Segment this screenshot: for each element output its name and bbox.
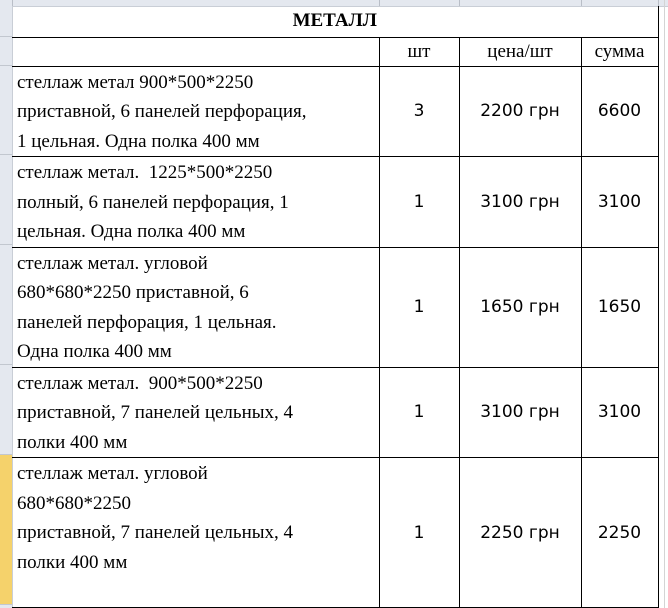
unit-price-cell[interactable]: 1650 грн xyxy=(459,247,581,367)
row-header-selected[interactable] xyxy=(0,455,12,605)
qty-cell[interactable]: 3 xyxy=(379,66,459,157)
total-cell[interactable]: 6600 xyxy=(581,66,658,157)
total-cell[interactable]: 3100 xyxy=(581,367,658,458)
table-row xyxy=(12,367,658,458)
row-header[interactable] xyxy=(0,365,12,455)
description-line: приставной, 6 панелей перфорация, xyxy=(17,101,307,122)
unit-price-cell[interactable]: 2200 грн xyxy=(459,66,581,157)
table-row xyxy=(12,66,658,157)
unit-price-cell[interactable]: 3100 грн xyxy=(459,367,581,458)
row-header[interactable] xyxy=(0,155,12,245)
qty-cell[interactable]: 1 xyxy=(379,157,459,248)
header-unit-price[interactable]: цена/шт xyxy=(459,37,581,66)
unit-price-cell[interactable]: 3100 грн xyxy=(459,157,581,248)
unit-price-cell[interactable]: 2250 грн xyxy=(459,458,581,608)
description-line: стеллаж метал. 1225*500*2250 xyxy=(17,162,273,183)
description-line: стеллаж метал. угловой xyxy=(17,463,208,484)
total-cell[interactable]: 1650 xyxy=(581,247,658,367)
description-line: 680*680*2250 xyxy=(17,492,131,514)
qty-cell[interactable]: 1 xyxy=(379,367,459,458)
description-line: стеллаж метал. 900*500*2250 xyxy=(17,372,263,394)
title-row xyxy=(12,6,658,37)
description-line: полный, 6 панелей перфорация, 1 xyxy=(17,191,289,213)
description-cell[interactable] xyxy=(12,66,379,157)
table-row xyxy=(12,157,658,248)
gridline xyxy=(664,0,665,608)
row-header[interactable] xyxy=(0,245,12,365)
description-line: панелей перфорация, 1 цельная. xyxy=(17,311,277,333)
title-cell[interactable]: МЕТАЛЛ xyxy=(12,6,658,37)
qty-cell[interactable]: 1 xyxy=(379,247,459,367)
description-line: приставной, 7 панелей цельных, 4 xyxy=(17,522,294,543)
table-row-selected xyxy=(12,458,658,608)
table-row xyxy=(12,247,658,367)
description-line: цельная. Одна полка 400 мм xyxy=(17,221,246,242)
description-cell[interactable] xyxy=(12,367,379,458)
row-header[interactable] xyxy=(0,37,12,66)
qty-cell[interactable]: 1 xyxy=(379,458,459,608)
description-line: полки 400 мм xyxy=(17,551,128,573)
description-line: полки 400 мм xyxy=(17,431,128,453)
description-line: 1 цельная. Одна полка 400 мм xyxy=(17,130,260,152)
total-cell[interactable]: 2250 xyxy=(581,458,658,608)
description-line: стеллаж метал 900*500*2250 xyxy=(17,71,254,93)
total-cell[interactable]: 3100 xyxy=(581,157,658,248)
description-cell[interactable] xyxy=(12,157,379,248)
row-header[interactable] xyxy=(0,66,12,155)
description-line: приставной, 7 панелей цельных, 4 xyxy=(17,402,294,423)
description-line: 680*680*2250 приставной, 6 xyxy=(17,282,249,303)
row-header[interactable] xyxy=(0,6,12,37)
description-cell[interactable] xyxy=(12,458,379,608)
description-line: стеллаж метал. угловой xyxy=(17,252,208,274)
spreadsheet-table xyxy=(12,6,659,608)
header-description[interactable] xyxy=(12,37,379,66)
header-row xyxy=(12,37,658,66)
description-line: Одна полка 400 мм xyxy=(17,341,172,362)
header-total[interactable]: сумма xyxy=(581,37,658,66)
description-cell[interactable] xyxy=(12,247,379,367)
header-qty[interactable]: шт xyxy=(379,37,459,66)
